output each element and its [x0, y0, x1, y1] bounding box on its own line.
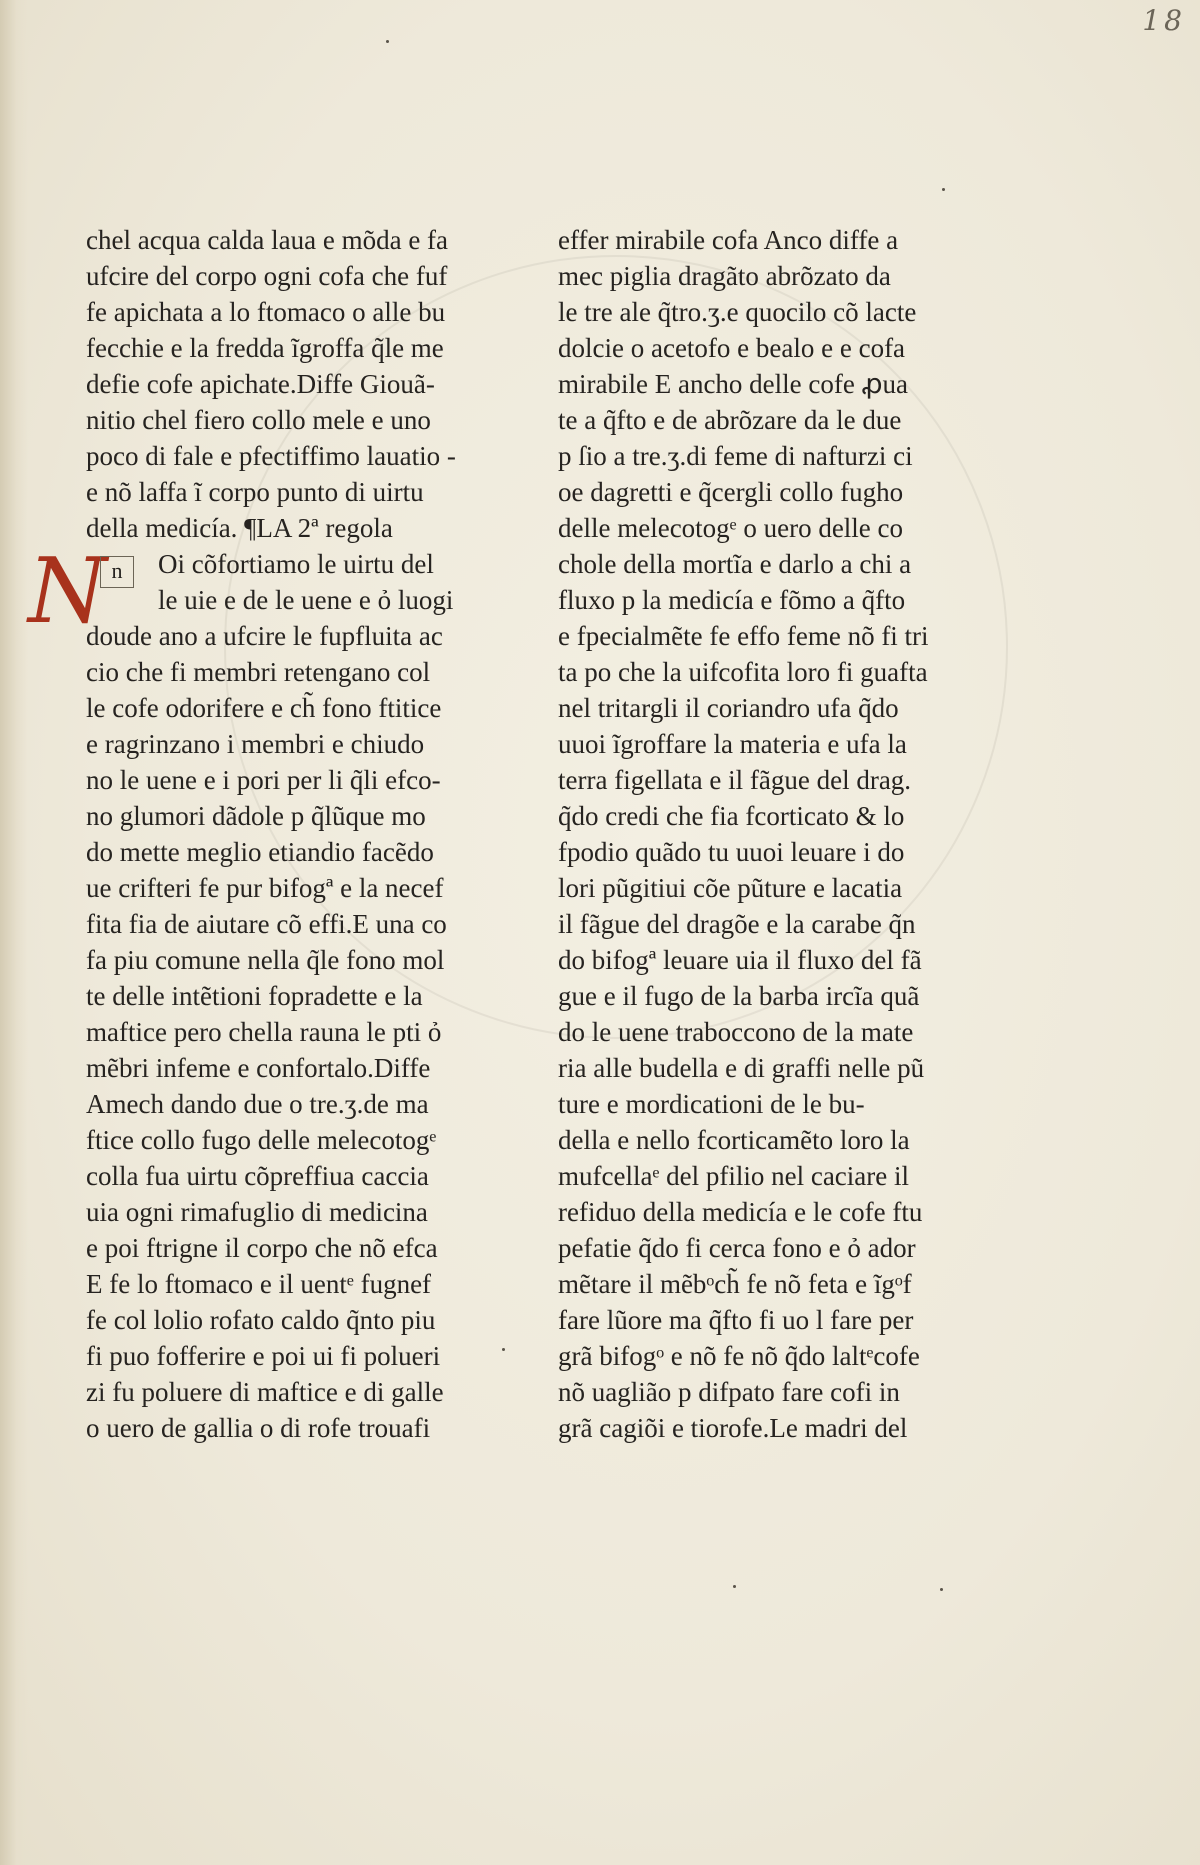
text-line: doude ano a ufcire le fupfluita ac: [86, 621, 443, 651]
text-line: fa piu comune nella q̃le fono mol: [86, 945, 445, 975]
text-line: terra figellata e il fãgue del drag.: [558, 765, 912, 795]
text-line: mirabile E ancho delle cofe ꝓua: [558, 369, 908, 399]
text-line: fi puo fofferire e poi ui fi polueri: [86, 1341, 441, 1371]
text-line: dolcie o acetofo e bealo e e cofa: [558, 333, 906, 363]
text-line: q̃do credi che fia fcorticato & lo: [558, 801, 905, 831]
text-line: le tre ale q̃tro.ʒ.e quocilo cõ lacte: [558, 297, 917, 327]
text-line: effer mirabile cofa Anco diffe a: [558, 225, 899, 255]
text-line: fecchie e la fredda ĩgroffa q̃le me: [86, 333, 444, 363]
text-line: ture e mordicationi de le bu-: [558, 1089, 865, 1119]
text-line: Amech dando due o tre.ʒ.de ma: [86, 1089, 429, 1119]
text-line: nitio chel fiero collo mele e uno: [86, 405, 431, 435]
speck: [733, 1585, 736, 1588]
text-line: grã bifogᵒ e nõ fe nõ q̃do laltᵉcofe: [558, 1341, 920, 1371]
left-text-column: [86, 222, 486, 1446]
text-line: no le uene e i pori per li q̃li efco-: [86, 765, 441, 795]
text-line: grã cagiõi e tiorofe.Le madri del: [558, 1413, 908, 1443]
text-line: maftice pero chella rauna le pti ỏ: [86, 1017, 442, 1047]
text-line: nel tritargli il coriandro ufa q̃do: [558, 693, 899, 723]
text-line: e fpecialmẽte fe effo feme nõ fi tri: [558, 621, 929, 651]
text-line: e poi ftrigne il corpo che nõ efca: [86, 1233, 438, 1263]
text-line: mẽtare il mẽbᵒch̃ fe nõ feta e ĩgᵒf: [558, 1269, 912, 1299]
text-line: fita fia de aiutare cõ effi.E una co: [86, 909, 447, 939]
text-line: ftice collo fugo delle melecotogᵉ: [86, 1125, 437, 1155]
rubricated-initial: N: [28, 539, 107, 644]
guide-letter: n: [100, 556, 134, 588]
section-heading-line: della medicía. ¶LA 2ª regola: [86, 513, 393, 543]
text-line: le uie e de le uene e ỏ luogi: [158, 585, 454, 615]
text-line: e nõ laffa ĩ corpo punto di uirtu: [86, 477, 424, 507]
right-text-column: [558, 222, 958, 1446]
text-line: fpodio quãdo tu uuoi leuare i do: [558, 837, 905, 867]
text-line: Oi cõfortiamo le uirtu del: [158, 549, 434, 579]
text-line: E fe lo ftomaco e il uentᵉ fugnef: [86, 1269, 432, 1299]
speck: [502, 1348, 505, 1351]
text-line: uuoi ĩgroffare la materia e ufa la: [558, 729, 907, 759]
text-line: chole della mortĩa e darlo a chi a: [558, 549, 912, 579]
text-line: no glumori dãdole p q̃lũque mo: [86, 801, 426, 831]
speck: [942, 188, 945, 191]
text-line: mufcellaᵉ del pfilio nel caciare il: [558, 1161, 909, 1191]
text-line: refiduo della medicía e le cofe ftu: [558, 1197, 923, 1227]
text-line: ufcire del corpo ogni cofa che fuf: [86, 261, 448, 291]
text-line: fare lũore ma q̃fto fi uo l fare per: [558, 1305, 914, 1335]
text-line: il fãgue del dragõe e la carabe q̃n: [558, 909, 916, 939]
text-line: ue crifteri fe pur bifogª e la necef: [86, 873, 444, 903]
text-line: chel acqua calda laua e mõda e fa: [86, 225, 449, 255]
folio-number: 18: [1142, 4, 1186, 37]
text-line: uia ogni rimafuglio di medicina: [86, 1197, 428, 1227]
speck: [940, 1588, 943, 1591]
text-line: delle melecotogᵉ o uero delle co: [558, 513, 904, 543]
text-line: te delle intẽtioni fopradette e la: [86, 981, 423, 1011]
text-line: do bifogª leuare uia il fluxo del fã: [558, 945, 922, 975]
text-line: do mette meglio etiandio facẽdo: [86, 837, 434, 867]
text-line: pefatie q̃do fi cerca fono e ỏ ador: [558, 1233, 916, 1263]
text-line: mẽbri infeme e confortalo.Diffe: [86, 1053, 431, 1083]
text-line: poco di fale e pfectiffimo lauatio -: [86, 441, 456, 471]
text-line: le cofe odorifere e ch̃ fono ftitice: [86, 693, 442, 723]
text-line: nõ uaglião p difpato fare cofi in: [558, 1377, 900, 1407]
text-line: defie cofe apichate.Diffe Giouã-: [86, 369, 435, 399]
text-line: p ſio a tre.ʒ.di feme di nafturzi ci: [558, 441, 913, 471]
text-line: te a q̃fto e de abrõzare da le due: [558, 405, 902, 435]
text-line: o uero de gallia o di rofe trouafi: [86, 1413, 431, 1443]
text-line: fe apichata a lo ftomaco o alle bu: [86, 297, 446, 327]
binding-shadow: [0, 0, 28, 1865]
text-line: ria alle budella e di graffi nelle pũ: [558, 1053, 925, 1083]
text-line: lori pũgitiui cõe pũture e lacatia: [558, 873, 903, 903]
text-line: do le uene traboccono de la mate: [558, 1017, 914, 1047]
text-line: oe dagretti e q̃cergli collo fugho: [558, 477, 904, 507]
text-line: mec piglia dragãto abrõzato da: [558, 261, 891, 291]
text-line: e ragrinzano i membri e chiudo: [86, 729, 425, 759]
text-line: della e nello fcorticamẽto loro la: [558, 1125, 910, 1155]
text-line: fluxo p la medicía e fõmo a q̃fto: [558, 585, 906, 615]
text-line: gue e il fugo de la barba ircĩa quã: [558, 981, 920, 1011]
text-line: zi fu poluere di maftice e di galle: [86, 1377, 444, 1407]
text-line: ta po che la uifcofita loro fi guafta: [558, 657, 928, 687]
text-line: fe col lolio rofato caldo q̃nto piu: [86, 1305, 436, 1335]
text-line: colla fua uirtu cõpreffiua caccia: [86, 1161, 429, 1191]
text-line: cio che fi membri retengano col: [86, 657, 431, 687]
speck: [386, 40, 389, 43]
